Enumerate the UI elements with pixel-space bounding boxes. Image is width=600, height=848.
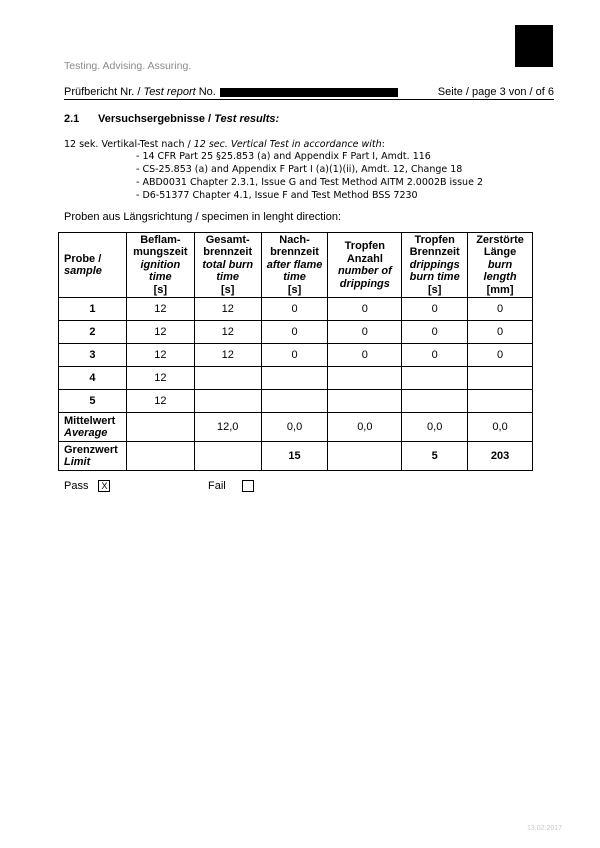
section-title: 2.1 Versuchsergebnisse / Test results: [64, 113, 280, 125]
sample-number: 3 [59, 344, 127, 367]
table-cell: 0 [261, 321, 328, 344]
table-cell [194, 390, 261, 413]
pass-label: Pass [64, 480, 89, 492]
table-cell: 0,0 [261, 413, 328, 442]
table-cell [194, 442, 261, 471]
table-cell: 12 [126, 367, 194, 390]
table-cell [194, 367, 261, 390]
redacted-report-number [220, 88, 398, 97]
sample-number: 1 [59, 298, 127, 321]
column-header-sample: Probe / sample [59, 233, 127, 298]
table-cell: 12 [194, 298, 261, 321]
footer-date: 13.02.2017 [527, 825, 563, 832]
average-row [59, 413, 533, 442]
standard-item: - D6-51377 Chapter 4.1, Issue F and Test Method BSS 7230 [136, 190, 418, 201]
table-row [59, 321, 533, 344]
table-cell [468, 367, 533, 390]
table-cell [126, 442, 194, 471]
sample-number: 4 [59, 367, 127, 390]
table-cell [468, 390, 533, 413]
table-cell: 12 [126, 321, 194, 344]
table-cell: 0 [328, 344, 402, 367]
table-row [59, 390, 533, 413]
table-cell [402, 367, 468, 390]
table-cell [261, 390, 328, 413]
table-cell: 12 [126, 344, 194, 367]
sample-number: 2 [59, 321, 127, 344]
standard-item: - ABD0031 Chapter 2.3.1, Issue G and Test Method AITM 2.0002B issue 2 [136, 177, 483, 188]
table-cell: 203 [468, 442, 533, 471]
table-cell: 12 [126, 298, 194, 321]
column-header-ignition-time: Beflam- mungszeit ignition time [s] [126, 233, 194, 298]
table-cell: 0 [402, 344, 468, 367]
company-logo [515, 25, 553, 67]
table-cell: 12 [126, 390, 194, 413]
section-number: 2.1 [64, 113, 80, 125]
column-header-burn-length: Zerstörte Länge burn length [mm] [468, 233, 533, 298]
table-cell: 0 [328, 298, 402, 321]
table-cell [328, 442, 402, 471]
limit-row [59, 442, 533, 471]
table-row [59, 367, 533, 390]
column-header-drippings-count: Tropfen Anzahl number of drippings [328, 233, 402, 298]
pass-option [64, 480, 110, 492]
company-tagline: Testing. Advising. Assuring. [64, 60, 192, 72]
column-header-after-flame-time: Nach- brennzeit after flame time [s] [261, 233, 328, 298]
table-cell: 0 [261, 298, 328, 321]
sample-number: 5 [59, 390, 127, 413]
table-cell: 15 [261, 442, 328, 471]
table-cell: 12 [194, 321, 261, 344]
table-row [59, 344, 533, 367]
report-header-line [64, 86, 554, 100]
table-cell: 5 [402, 442, 468, 471]
standards-list [136, 150, 483, 202]
table-cell [328, 367, 402, 390]
fail-checkbox[interactable] [242, 480, 254, 492]
table-cell: 0 [468, 344, 533, 367]
fail-option [208, 480, 254, 492]
table-cell: 0 [402, 321, 468, 344]
samples-heading: Proben aus Längsrichtung / specimen in lenght direction: [64, 211, 342, 223]
column-header-total-burn-time: Gesamt- brennzeit total burn time [s] [194, 233, 261, 298]
table-cell: 0,0 [468, 413, 533, 442]
column-header-drippings-burn-time: Tropfen Brennzeit drippings burn time [s] [402, 233, 468, 298]
pass-checkbox[interactable]: X [98, 480, 110, 492]
table-cell: 0 [328, 321, 402, 344]
table-cell [126, 413, 194, 442]
test-intro: 12 sek. Vertikal-Test nach / 12 sec. Vertical Test in accordance with: [64, 139, 385, 150]
table-cell: 0,0 [328, 413, 402, 442]
table-cell [328, 390, 402, 413]
table-cell: 12 [194, 344, 261, 367]
page-indicator: Seite / page 3 von / of 6 [437, 86, 554, 98]
table-cell: 0 [402, 298, 468, 321]
test-results-table [58, 232, 533, 471]
limit-label: Grenzwert Limit [59, 442, 127, 471]
fail-label: Fail [208, 480, 226, 492]
report-number-label: Prüfbericht Nr. / Test report No. [64, 86, 398, 98]
average-label: Mittelwert Average [59, 413, 127, 442]
table-row [59, 298, 533, 321]
standard-item: - CS-25.853 (a) and Appendix F Part I (a)(1)(ii), Amdt. 12, Change 18 [136, 164, 463, 175]
table-cell [261, 367, 328, 390]
table-cell [402, 390, 468, 413]
table-cell: 12,0 [194, 413, 261, 442]
standard-item: - 14 CFR Part 25 §25.853 (a) and Appendix F Part I, Amdt. 116 [136, 151, 431, 162]
table-cell: 0,0 [402, 413, 468, 442]
table-cell: 0 [468, 321, 533, 344]
table-cell: 0 [261, 344, 328, 367]
table-cell: 0 [468, 298, 533, 321]
table-header-row [59, 233, 533, 298]
